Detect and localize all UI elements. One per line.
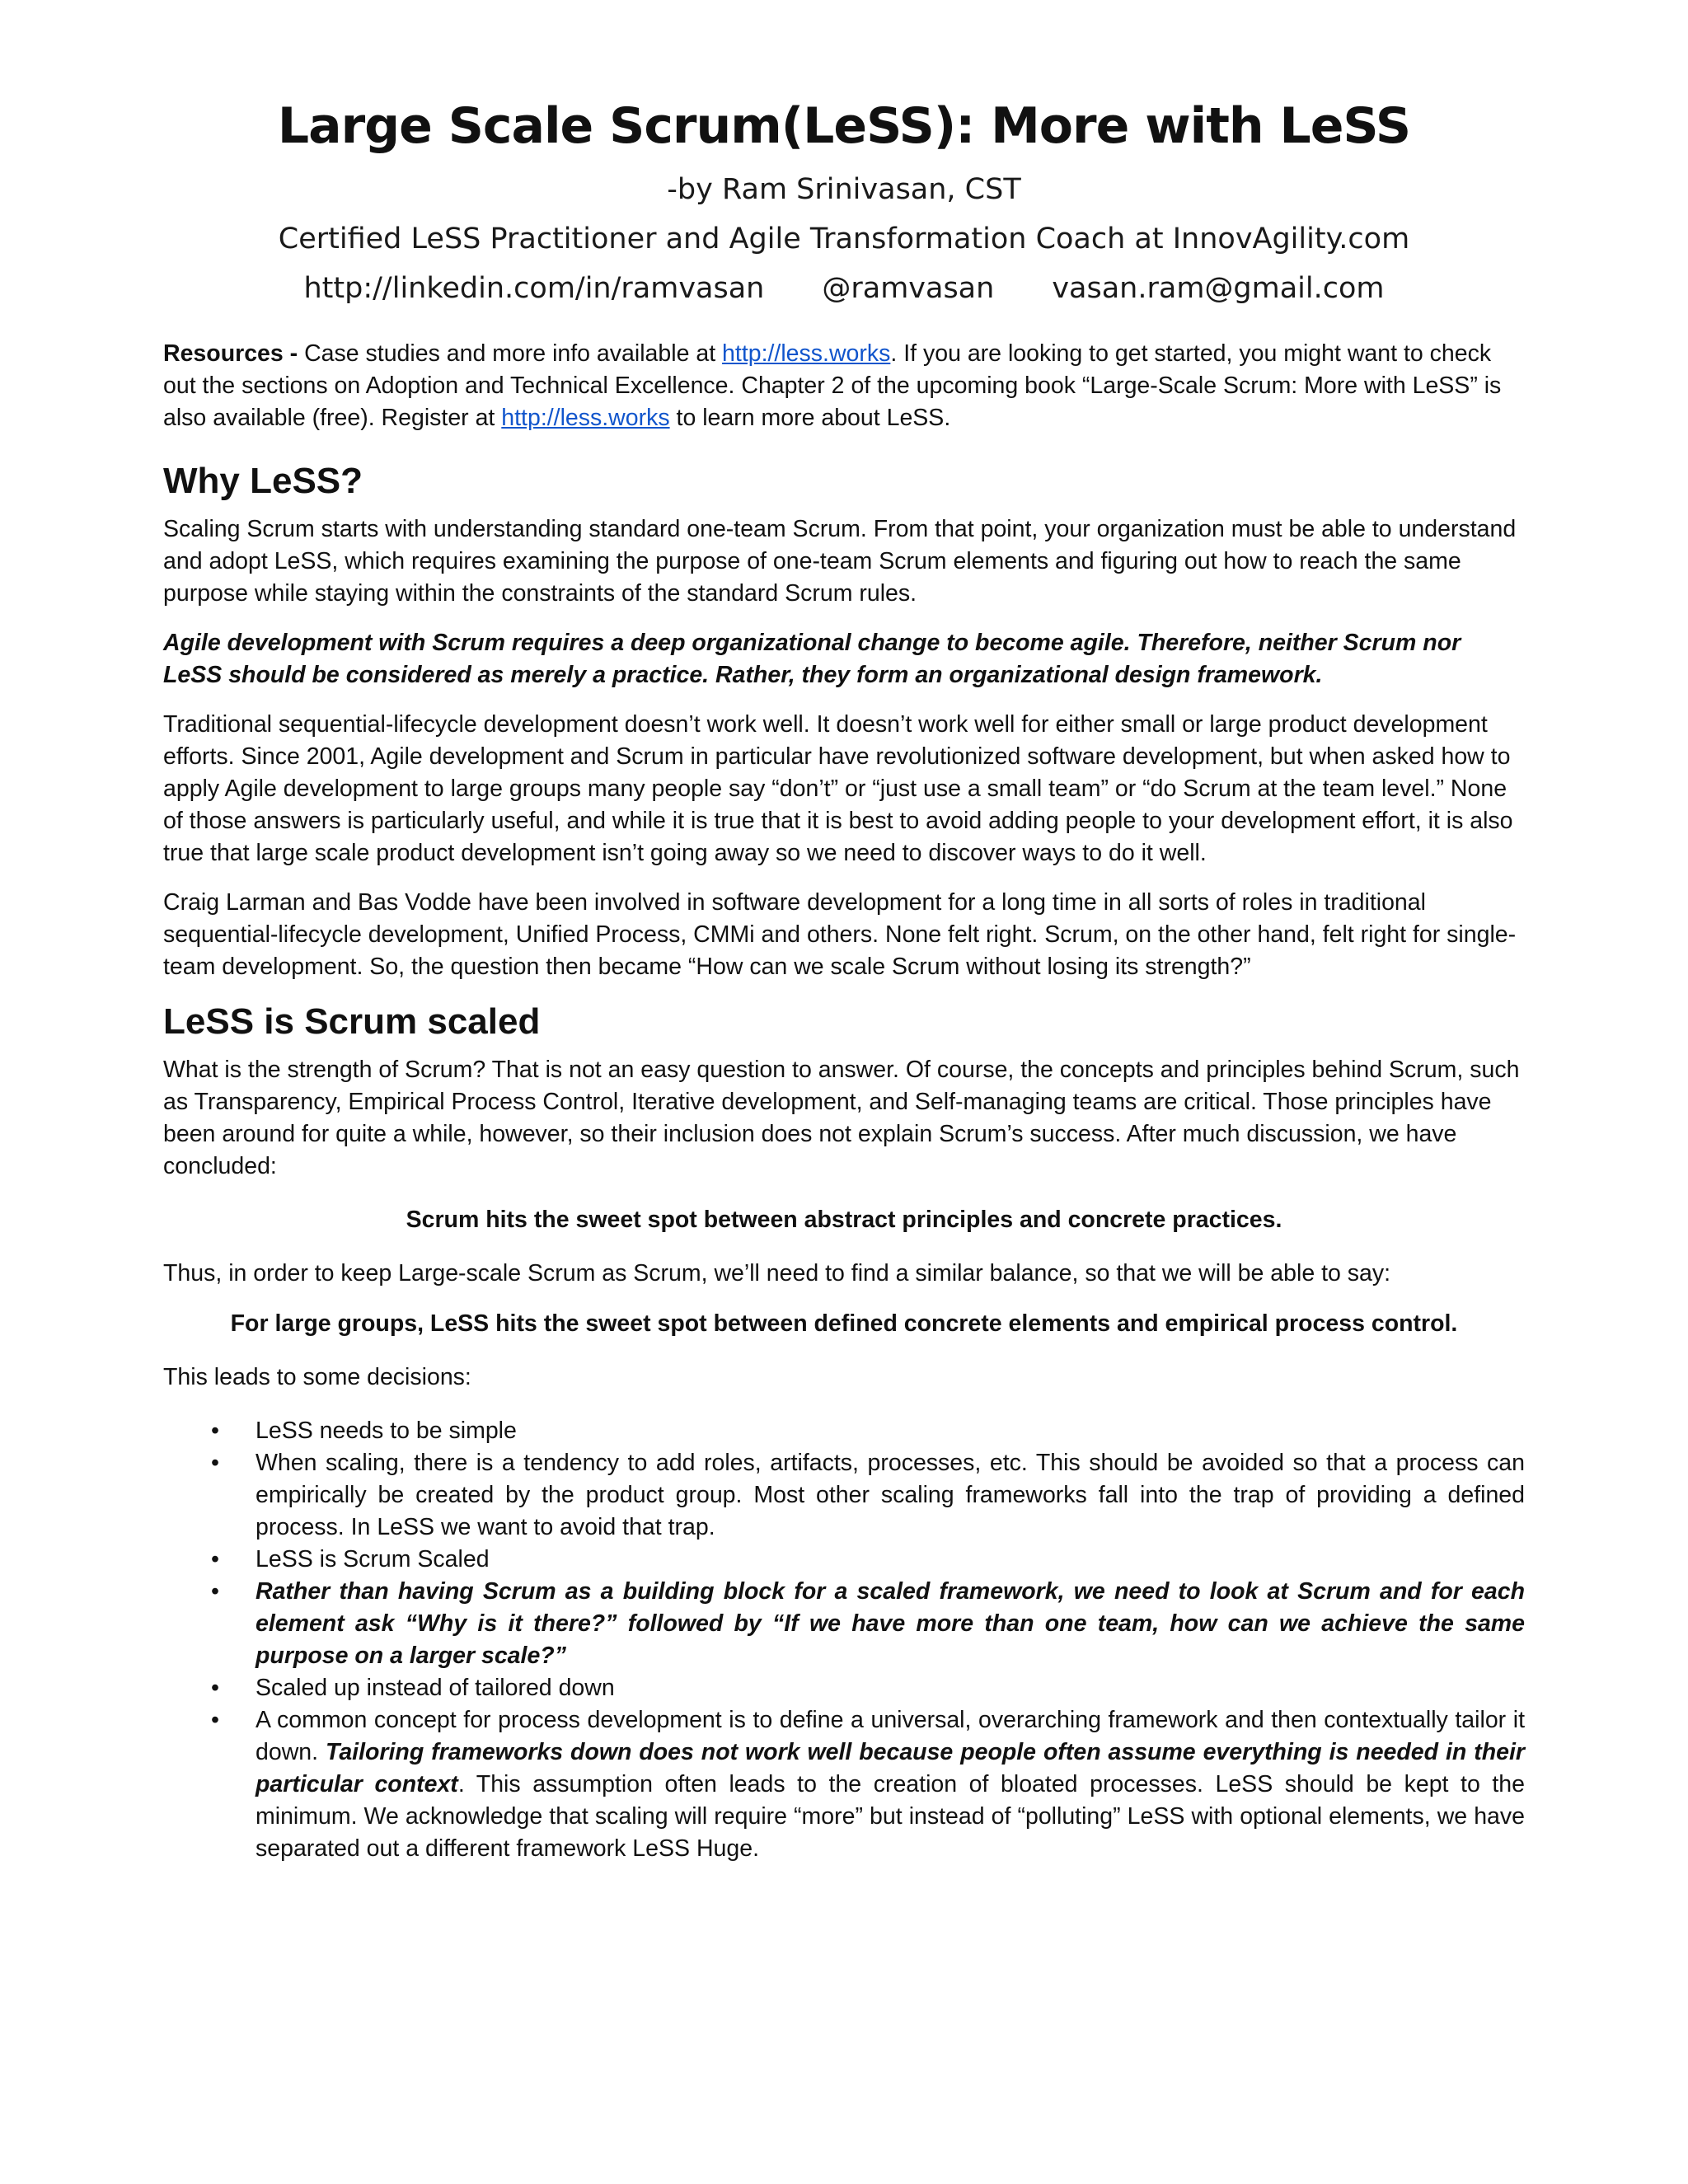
scrum-scaled-paragraph-1: What is the strength of Scrum? That is not an easy question to answer. Of course, the concepts and principles behind Scrum, such as Transparency, Empirical Process Control, Iterative development, and Self-managing teams are critical. Those principles have been around for quite a while, however, so their inclusion does not explain Scrum’s success. After much discussion, we have concluded: (163, 1056, 1520, 1179)
list-item (211, 1672, 1525, 1704)
resources-label: Resources - (163, 340, 298, 367)
scrum-scaled-paragraph-2: Thus, in order to keep Large-scale Scrum as Scrum, we’ll need to find a similar balance, so that we will be able to say: (163, 1259, 1391, 1286)
bullet-icon: • (211, 1674, 219, 1701)
less-works-link-1[interactable]: http://less.works (722, 340, 891, 367)
section-heading-less-is-scrum-scaled: LeSS is Scrum scaled (163, 1001, 541, 1042)
list-item-text: Rather than having Scrum as a building block for a scaled framework, we need to look at Scrum and for each element ask “Why is it there?” followed by “If we have more than one team, how can we achieve the same purpose on a larger scale?” (256, 1577, 1525, 1669)
author-role: Certified LeSS Practitioner and Agile Transformation Coach at InnovAgility.com (278, 223, 1410, 255)
list-item-text: When scaling, there is a tendency to add roles, artifacts, processes, etc. This should be avoided so that a process can empirically be created by the product group. Most other scaling frameworks fall into the trap of providing a defined process. In LeSS we want to avoid that trap. (256, 1449, 1525, 1540)
document-page (163, 99, 1525, 1865)
bullet-icon: • (211, 1577, 219, 1605)
list-item (211, 1576, 1525, 1672)
list-item-text: LeSS is Scrum Scaled (256, 1545, 490, 1572)
why-less-paragraph-4: Craig Larman and Bas Vodde have been involved in software development for a long time in all sorts of roles in traditional sequential-lifecycle development, Unified Process, CMMi and others. None felt right. Scrum, on the other hand, felt right for single-team development. So, the question then became “How can we scale Scrum without losing its strength?” (163, 888, 1517, 980)
resources-text-1: Case studies and more info available at (298, 340, 723, 367)
bullet-icon: • (211, 1706, 219, 1733)
scrum-scaled-paragraph-3: This leads to some decisions: (163, 1363, 471, 1390)
decisions-list (163, 1415, 1525, 1865)
resources-paragraph (163, 338, 1525, 434)
list-item (211, 1704, 1526, 1865)
list-item-text: Scaled up instead of tailored down (256, 1674, 615, 1701)
scrum-sweet-spot-quote: Scrum hits the sweet spot between abstract principles and concrete practices. (406, 1206, 1282, 1233)
email-address: vasan.ram@gmail.com (1052, 272, 1385, 305)
resources-text-3: to learn more about LeSS. (669, 405, 951, 431)
why-less-paragraph-1: Scaling Scrum starts with understanding standard one-team Scrum. From that point, your organization must be able to understand and adopt LeSS, which requires examining the purpose of one-team Scrum elements and figuring out how to reach the same purpose while staying within the constraints of the standard Scrum rules. (163, 515, 1517, 607)
why-less-emphasis-paragraph: Agile development with Scrum requires a deep organizational change to become agile. Therefore, neither Scrum nor LeSS should be considered as merely a practice. Rather, they form an organizational design framework. (163, 629, 1461, 688)
section-heading-why-less: Why LeSS? (163, 461, 363, 501)
bullet-icon: • (211, 1449, 219, 1476)
list-item-text: A common concept for process development is to define a universal, overarching framework and then contextually tailor it down. (256, 1706, 1525, 1765)
list-item (211, 1415, 1525, 1447)
author-byline: -by Ram Srinivasan, CST (667, 173, 1021, 206)
less-works-link-2[interactable]: http://less.works (501, 405, 670, 431)
bullet-icon: • (211, 1417, 219, 1444)
linkedin-url: http://linkedin.com/in/ramvasan (303, 272, 765, 305)
less-sweet-spot-quote: For large groups, LeSS hits the sweet spot between defined concrete elements and empirical process control. (230, 1310, 1458, 1337)
list-item-emphasis: Tailoring frameworks down does not work well because people often assume everything is needed in their particular context (256, 1738, 1525, 1797)
list-item-text: LeSS needs to be simple (256, 1417, 517, 1444)
list-item (211, 1447, 1525, 1544)
bullet-icon: • (211, 1545, 219, 1572)
twitter-handle: @ramvasan (822, 272, 995, 305)
why-less-paragraph-3: Traditional sequential-lifecycle development doesn’t work well. It doesn’t work well for either small or large product development efforts. Since 2001, Agile development and Scrum in particular have revolutionized software development, but when asked how to apply Agile development to large groups many people say “don’t” or “just use a small team” or “do Scrum at the team level.” None of those answers is particularly useful, and while it is true that it is best to avoid adding people to your development effort, it is also true that large scale product development isn’t going away so we need to discover ways to do it well. (163, 710, 1513, 866)
list-item-text: . This assumption often leads to the creation of bloated processes. LeSS should be kept to the minimum. We acknowledge that scaling will require “more” but instead of “polluting” LeSS with optional elements, we have separated out a different framework LeSS Huge. (256, 1770, 1526, 1862)
contact-row (163, 264, 1525, 313)
document-header (163, 99, 1525, 313)
list-item (211, 1544, 1525, 1576)
document-title: Large Scale Scrum(LeSS): More with LeSS (277, 97, 1411, 155)
resources-text-2: . If you are looking to get started, you might want to check out the sections on Adoption and Technical Excellence. Chapter 2 of the upcoming book “Large-Scale Scrum: More with LeSS” is also available (free). Register at (163, 340, 1502, 431)
